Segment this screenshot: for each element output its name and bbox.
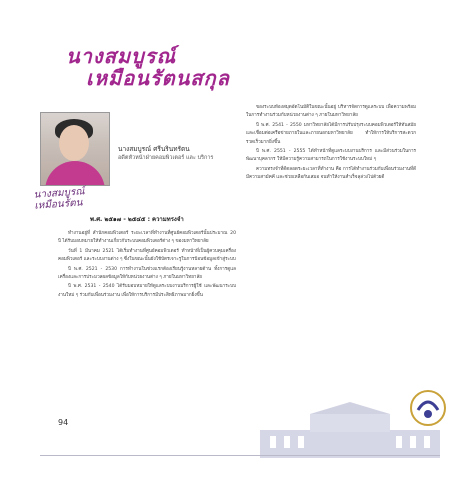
right-paragraph: ความทรงจำที่ดีตลอดระยะเวลาที่ทำงาน คือ การได้ทำงานร่วมกับเพื่อนร่วมงานที่ดี มีความสามัคคี และช่วยเหลือกันเสมอ จนทำให้งานสำเร็จลุล่วงไปด้วยดี (246, 166, 416, 181)
anniversary-logo-icon (408, 388, 448, 428)
signature (33, 186, 85, 212)
right-column (246, 104, 416, 184)
right-paragraph: ปี พ.ศ. 2551 - 2555 ได้ทำหน้าที่ดูแลระบบงานบริการ และมีส่วนร่วมในการพัฒนาบุคลากร ให้มีความรู้ความสามารถในการใช้งานระบบใหม่ ๆ (246, 149, 416, 163)
title-line2: เหมือนรัตนสกุล (86, 66, 230, 90)
left-paragraph: ทำงานอยู่ที่ สำนักคอมพิวเตอร์ ระยะเวลาที่ทำงานที่ศูนย์คอมพิวเตอร์นั้นประมาณ 20 ปี ได้รับมอบหมายให้ทำงานเกี่ยวกับระบบคอมพิวเตอร์ต่าง ๆ ของมหาวิทยาลัย (58, 231, 236, 245)
left-paragraph: ปี พ.ศ. 2531 - 2540 ได้รับมอบหมายให้ดูแลระบบงานบริการผู้ใช้ และพัฒนาระบบงานใหม่ ๆ ร่วมกับเพื่อนร่วมงาน เพื่อให้การบริการมีประสิทธิภาพมากยิ่งขึ้น (58, 284, 236, 298)
signature-line1: นางสมบูรณ์ (33, 186, 85, 201)
left-column (58, 230, 236, 301)
left-paragraph: วันที่ 1 มีนาคม 2521 ได้เริ่มทำงานที่ศูนย์คอมพิวเตอร์ ทำหน้าที่เป็นผู้ควบคุมเครื่องคอมพิวเตอร์ และระบบงานต่าง ๆ ซึ่งในขณะนั้นยังใช้บัตรเจาะรูในการป้อนข้อมูลเข้าสู่ระบบ (58, 248, 236, 263)
portrait-shirt (45, 161, 105, 186)
right-paragraph: ปี พ.ศ. 2541 - 2550 มหาวิทยาลัยได้มีการปรับปรุงระบบคอมพิวเตอร์ให้ทันสมัย และเชื่อมต่อเครือข่ายภายในและภายนอกมหาวิทยาลัย ทำให้การให้บริการสะดวกรวดเร็วมากยิ่งขึ้น (246, 122, 416, 145)
footer-rule (40, 455, 440, 456)
photo-caption-name: นางสมบูรณ์ ศรีนรินทรัตน (118, 145, 190, 153)
section-subtitle: พ.ศ. ๒๕๑๗ - ๒๕๔๕ : ความทรงจำ (90, 216, 184, 223)
portrait-photo (40, 112, 110, 186)
page-number: 94 (58, 418, 69, 427)
signature-line2: เหมือนรัตน (34, 197, 83, 212)
left-paragraph: ปี พ.ศ. 2521 - 2530 การทำงานในช่วงแรกต้องเรียนรู้งานหลายด้าน ทั้งการดูแลเครื่องและการประมวลผลข้อมูลให้กับหน่วยงานต่าง ๆ ภายในมหาวิทยาลัย (58, 266, 236, 281)
title-line1: นางสมบูรณ์ (66, 44, 177, 68)
photo-caption-role: อดีตหัวหน้าฝ่ายคอมพิวเตอร์ และ บริการ (118, 155, 214, 161)
right-paragraph: ของระบบห้องสมุดอัตโนมัติในขณะนั้นอยู่ บริหารจัดการดูแลระบบ เพื่อความพร้อมในการทำงานร่วมกับหน่วยงานต่าง ๆ ภายในมหาวิทยาลัย (246, 105, 416, 119)
portrait-face (59, 125, 89, 161)
